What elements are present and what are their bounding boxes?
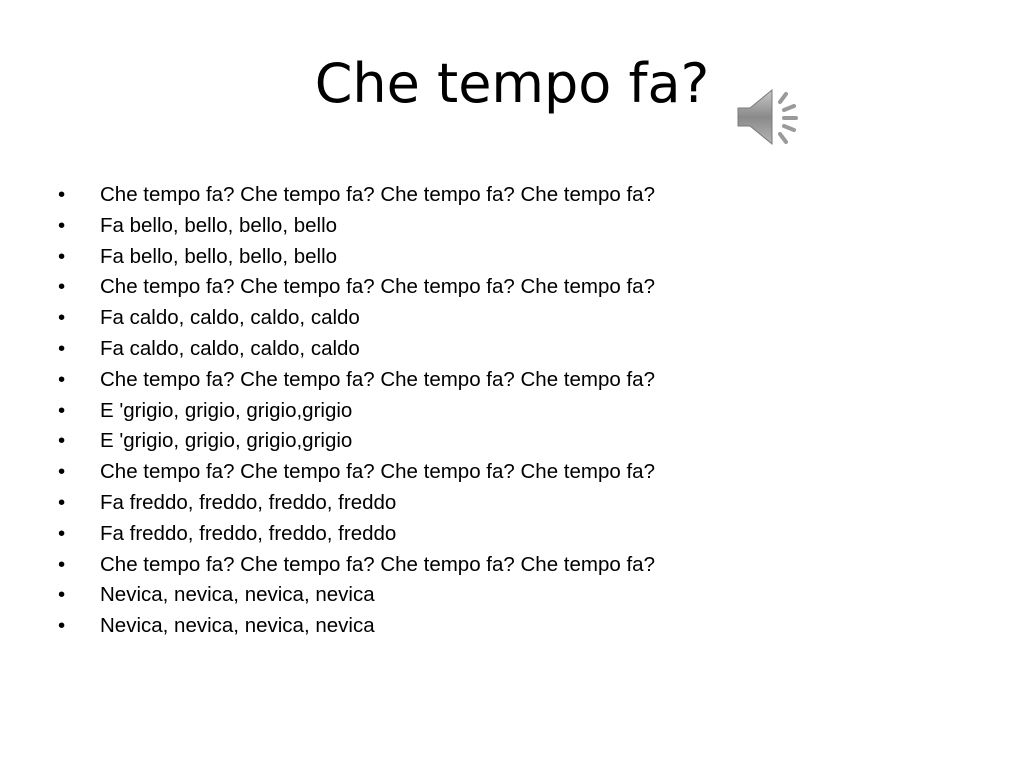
list-item [58, 211, 655, 242]
bullet-marker: • [58, 490, 66, 514]
bullet-marker: • [58, 306, 66, 330]
list-item-text: Fa bello, bello, bello, bello [100, 213, 338, 237]
list-item [58, 426, 655, 457]
bullet-marker: • [58, 367, 66, 391]
list-item-text: Fa caldo, caldo, caldo, caldo [100, 306, 360, 330]
list-item [58, 611, 655, 642]
list-item [58, 519, 655, 550]
list-item-text: Che tempo fa? Che tempo fa? Che tempo fa? Che tempo fa? [100, 367, 655, 391]
list-item-text: Che tempo fa? Che tempo fa? Che tempo fa? Che tempo fa? [100, 460, 655, 484]
bullet-marker: • [58, 460, 66, 484]
list-item [58, 242, 655, 273]
list-item [58, 334, 655, 365]
bullet-list [58, 180, 655, 642]
bullet-marker: • [58, 213, 66, 237]
list-item [58, 550, 655, 581]
list-item-text: Che tempo fa? Che tempo fa? Che tempo fa? Che tempo fa? [100, 275, 655, 299]
list-item-text: E 'grigio, grigio, grigio,grigio [100, 398, 353, 422]
bullet-marker: • [58, 336, 66, 360]
list-item [58, 272, 655, 303]
slide-title: Che tempo fa? [314, 52, 710, 115]
list-item-text: Che tempo fa? Che tempo fa? Che tempo fa? Che tempo fa? [100, 183, 655, 206]
bullet-marker: • [58, 398, 66, 422]
list-item [58, 365, 655, 396]
bullet-marker: • [58, 521, 66, 545]
bullet-marker: • [58, 552, 66, 576]
bullet-marker: • [58, 583, 66, 607]
bullet-marker: • [58, 244, 66, 268]
list-item [58, 488, 655, 519]
list-item-text: E 'grigio, grigio, grigio,grigio [100, 429, 353, 453]
list-item [58, 457, 655, 488]
bullet-marker: • [58, 183, 66, 206]
list-item-text: Fa freddo, freddo, freddo, freddo [100, 490, 397, 514]
list-item [58, 580, 655, 611]
list-item [58, 303, 655, 334]
list-item-text: Fa caldo, caldo, caldo, caldo [100, 336, 360, 360]
list-item-text: Che tempo fa? Che tempo fa? Che tempo fa? Che tempo fa? [100, 552, 655, 576]
list-item [58, 396, 655, 427]
bullet-marker: • [58, 614, 66, 638]
list-item-text: Fa freddo, freddo, freddo, freddo [100, 521, 397, 545]
list-item-text: Fa bello, bello, bello, bello [100, 244, 338, 268]
bullet-marker: • [58, 275, 66, 299]
list-item [58, 180, 655, 211]
list-item-text: Nevica, nevica, nevica, nevica [100, 583, 375, 607]
speaker-icon[interactable] [734, 84, 806, 154]
bullet-marker: • [58, 429, 66, 453]
list-item-text: Nevica, nevica, nevica, nevica [100, 614, 375, 638]
